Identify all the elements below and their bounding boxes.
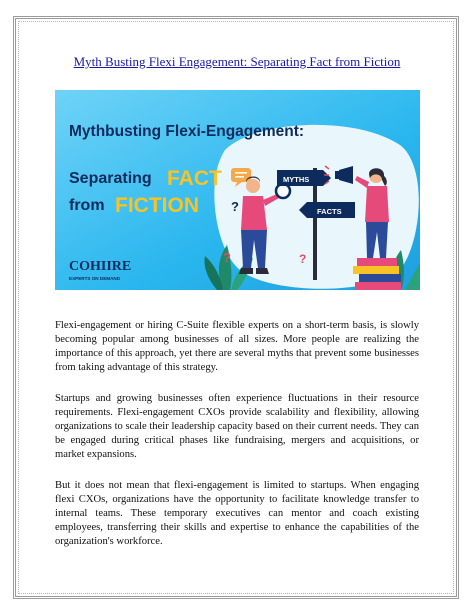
question-mark-icon: ? bbox=[223, 250, 231, 265]
logo-name: COHIIRE bbox=[69, 259, 132, 274]
myths-sign-label: MYTHS bbox=[283, 175, 310, 184]
paragraph-intro: Flexi-engagement or hiring C-Suite flexible experts on a short-term basis, is slowly becoming popular among businesses of all sizes. More people are realizing the importance of this approach, yet there are several myths that prevent some businesses from taking advantage of this strategy. bbox=[55, 320, 419, 373]
banner-line3-prefix: from bbox=[69, 197, 105, 214]
question-mark-icon: ? bbox=[231, 199, 239, 214]
facts-sign-label: FACTS bbox=[317, 207, 342, 216]
books-stack bbox=[353, 258, 401, 290]
banner-fact-highlight: FACT bbox=[167, 167, 222, 190]
document-title: Myth Busting Flexi Engagement: Separating Fact from Fiction bbox=[73, 54, 401, 69]
banner-line2-prefix: Separating bbox=[69, 170, 152, 187]
paragraph-knowledge-transfer: But it does not mean that flexi-engagement is limited to startups. When engaging flexi CXOs, organizations have the opportunity to facilitate knowledge transfer to internal teams. These temporary executives can mentor and coach existing employees, transferring their skills and expertise to enhance the capabilities of the organization's workforce. bbox=[55, 480, 419, 547]
banner-heading: Mythbusting Flexi-Engagement: bbox=[69, 123, 305, 140]
banner-illustration bbox=[55, 90, 420, 290]
paragraph-startups: Startups and growing businesses often experience fluctuations in their resource requirements. Flexi-engagement CXOs provide scalability and flexibility, allowing organizations to scale their leadership capacity based on their current needs. They can be engaged during critical phases like fundraising, mergers and acquisitions, or market expansions. bbox=[55, 393, 419, 460]
question-mark-icon: ? bbox=[299, 252, 307, 266]
banner-fiction-highlight: FICTION bbox=[115, 194, 199, 217]
logo-tagline: EXPERTS ON DEMAND bbox=[69, 276, 121, 281]
banner-image bbox=[55, 90, 420, 290]
